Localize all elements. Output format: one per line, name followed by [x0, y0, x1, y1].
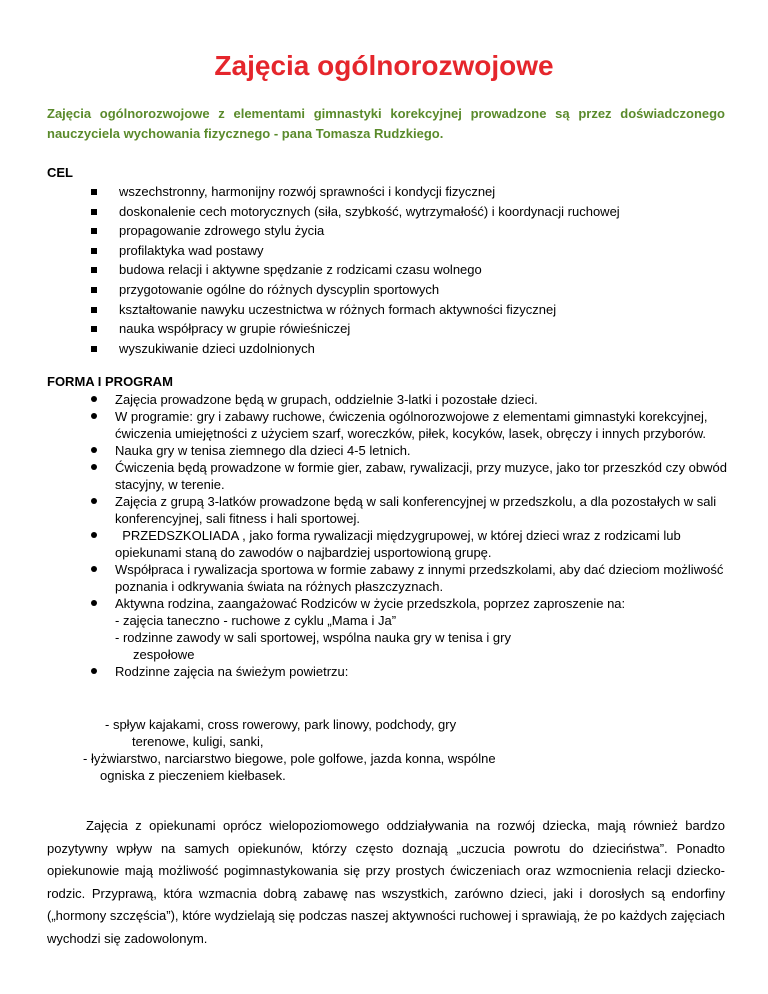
page-title: Zajęcia ogólnorozwojowe: [214, 50, 554, 81]
program-item-family: [0, 595, 730, 663]
goal-item: profilaktyka wad postawy: [0, 241, 620, 261]
goal-item: nauka współpracy w grupie rówieśniczej: [0, 319, 620, 339]
family-sub-dance: - zajęcia taneczno - ruchowe z cyklu „Mama i Ja”: [115, 613, 397, 628]
goal-item: przygotowanie ogólne do różnych dyscyplin sportowych: [0, 280, 620, 300]
goal-item: wszechstronny, harmonijny rozwój sprawności i kondycji fizycznej: [0, 182, 620, 202]
program-item-outdoor: Rodzinne zajęcia na świeżym powietrzu:: [0, 663, 730, 680]
goal-item: doskonalenie cech motorycznych (siła, szybkość, wytrzymałość) i koordynacji ruchowej: [0, 202, 620, 222]
goal-item: budowa relacji i aktywne spędzanie z rodzicami czasu wolnego: [0, 260, 620, 280]
program-item: Zajęcia prowadzone będą w grupach, oddzielnie 3-latki i pozostałe dzieci.: [0, 391, 730, 408]
program-item: W programie: gry i zabawy ruchowe, ćwiczenia ogólnorozwojowe z elementami gimnastyki korekcyjnej, ćwiczenia umiejętności z użyciem szarf, woreczków, piłek, kocyków, lasek, obręczy i innych przyborów.: [0, 408, 730, 442]
program-item: Nauka gry w tenisa ziemnego dla dzieci 4-5 letnich.: [0, 442, 730, 459]
goal-item: wyszukiwanie dzieci uzdolnionych: [0, 339, 620, 359]
family-sub-competition-cont: zespołowe: [133, 647, 195, 662]
program-item: Współpraca i rywalizacja sportowa w formie zabawy z innymi przedszkolami, aby dać dzieciom możliwość poznania i odkrywania świata na różnych płaszczyznach.: [0, 561, 730, 595]
intro-paragraph: Zajęcia ogólnorozwojowe z elementami gimnastyki korekcyjnej prowadzone są przez doświadczonego nauczyciela wychowania fizycznego - pana Tomasza Rudzkiego.: [47, 106, 725, 141]
outdoor-line: - spływ kajakami, cross rowerowy, park linowy, podchody, gry: [105, 717, 457, 732]
program-heading: FORMA I PROGRAM: [47, 374, 173, 389]
program-list: [0, 391, 730, 680]
outdoor-line: terenowe, kuligi, sanki,: [132, 734, 264, 749]
outdoor-activities: [83, 716, 496, 784]
outdoor-line: ogniska z pieczeniem kiełbasek.: [100, 768, 286, 783]
program-item: Ćwiczenia będą prowadzone w formie gier, zabaw, rywalizacji, przy muzyce, jako tor przeszkód czy obwód stacyjny, w terenie.: [0, 459, 730, 493]
closing-paragraph: Zajęcia z opiekunami oprócz wielopoziomowego oddziaływania na rozwój dziecka, mają również bardzo pozytywny wpływ na samych opiekunów, którzy często doznają „uczucia powrotu do dzieciństwa”. Ponadto opiekunowie mają możliwość pogimnastykowania się przy prostych ćwiczeniach oraz wzmocnienia relacji dziecko-rodzic. Przyprawą, która wzmacnia dobrą zabawę nas wszystkich, zarówno dzieci, jaki i dorosłych są endorfiny („hormony szczęścia”), które wydzielają się podczas naszej aktywności ruchowej i sprawiają, że po każdych zajęciach wychodzi się zadowolonym.: [47, 818, 725, 946]
program-item: Zajęcia z grupą 3-latków prowadzone będą w sali konferencyjnej w przedszkolu, a dla pozostałych w sali konferencyjnej, sali fitness i hali sportowej.: [0, 493, 730, 527]
family-text: Aktywna rodzina, zaangażować Rodziców w życie przedszkola, poprzez zaproszenie na:: [115, 596, 626, 611]
goal-list: [0, 182, 620, 358]
outdoor-line: - łyżwiarstwo, narciarstwo biegowe, pole golfowe, jazda konna, wspólne: [83, 751, 496, 766]
family-sub-competition: - rodzinne zawody w sali sportowej, wspólna nauka gry w tenisa i gry: [115, 630, 511, 645]
goal-item: kształtowanie nawyku uczestnictwa w różnych formach aktywności fizycznej: [0, 300, 620, 320]
program-item: PRZEDSZKOLIADA , jako forma rywalizacji międzygrupowej, w której dzieci wraz z rodzicami lub opiekunami staną do zawodów o najbardziej usportowioną grupę.: [0, 527, 730, 561]
goal-heading: CEL: [47, 165, 73, 180]
goal-item: propagowanie zdrowego stylu życia: [0, 221, 620, 241]
